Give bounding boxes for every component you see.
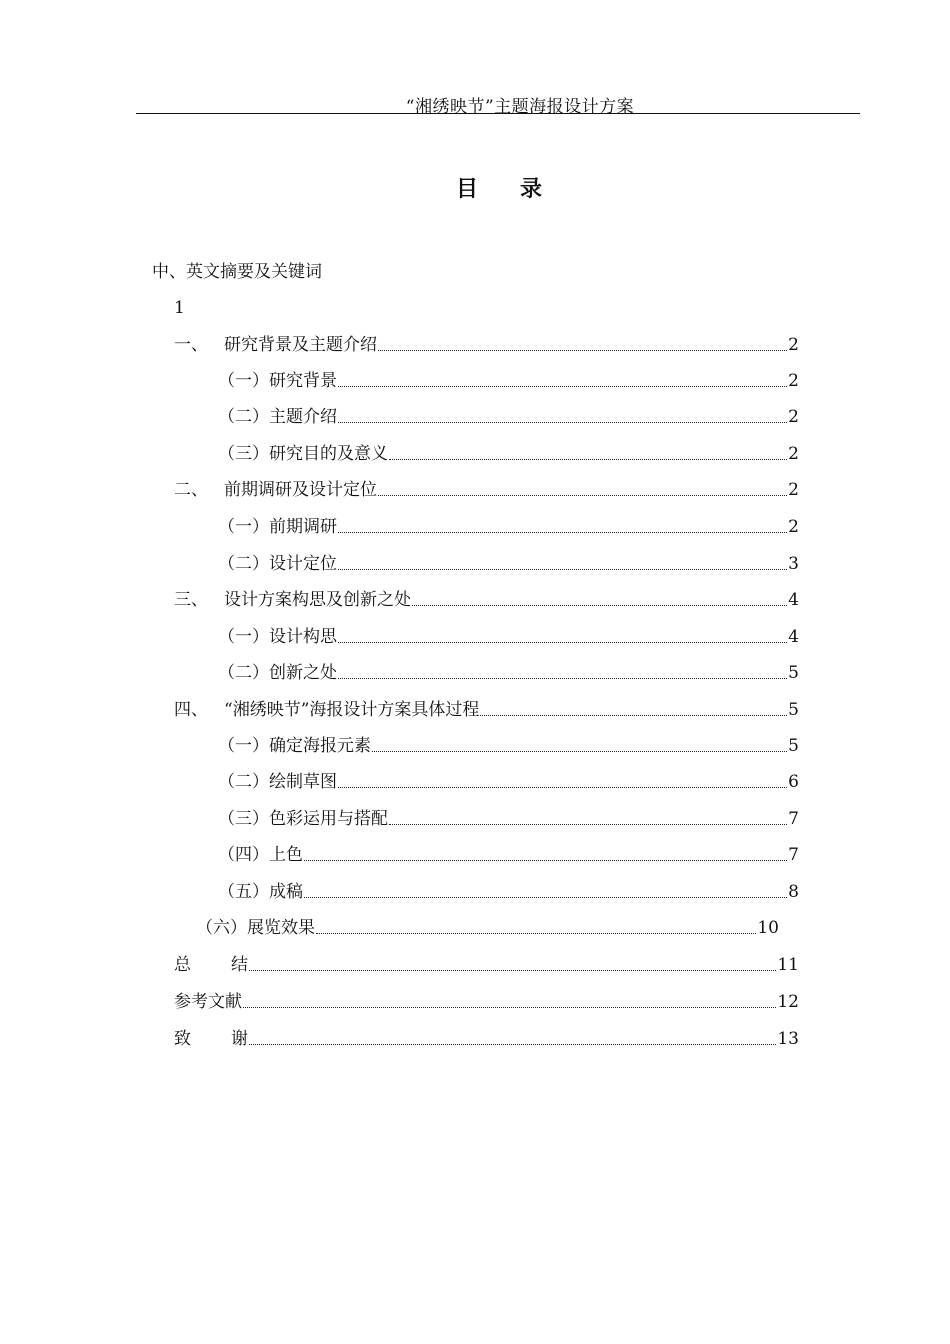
- toc-summary-char-1: 总: [174, 955, 191, 975]
- toc-page-number: 8: [788, 882, 799, 902]
- toc-page-number: 10: [757, 918, 779, 938]
- toc-entry-label: （三）色彩运用与搭配: [218, 809, 388, 829]
- toc-leader-dots: [372, 751, 787, 752]
- toc-summary-char-2: 结: [231, 955, 248, 975]
- toc-entry-section-1-3[interactable]: [218, 442, 799, 466]
- toc-page-number: 2: [788, 480, 799, 500]
- toc-entry-section-4-2[interactable]: [218, 770, 799, 794]
- toc-entry-label: 中、英文摘要及关键词: [152, 262, 322, 282]
- toc-chapter-number: 二、: [174, 480, 208, 500]
- toc-title-char-2: 录: [520, 176, 545, 202]
- toc-entry-label: （六）展览效果: [196, 918, 315, 938]
- toc-leader-dots: [338, 422, 787, 423]
- toc-leader-dots: [249, 970, 776, 971]
- toc-entry-label: 研究背景及主题介绍: [224, 335, 377, 355]
- toc-leader-dots: [338, 787, 787, 788]
- toc-entry-section-4-6[interactable]: [196, 916, 779, 940]
- running-header: “湘绣映节”主题海报设计方案: [405, 97, 635, 117]
- toc-title-char-1: 目: [455, 176, 480, 202]
- toc-page-number: 5: [788, 700, 799, 720]
- toc-entry-summary[interactable]: [174, 953, 799, 977]
- toc-leader-dots: [378, 495, 787, 496]
- toc-page-number: 6: [788, 772, 799, 792]
- toc-entry-section-1-1[interactable]: [218, 369, 799, 393]
- toc-entry-section-2-2[interactable]: [218, 552, 799, 576]
- toc-page-number: 4: [788, 627, 799, 647]
- toc-entry-section-1-2[interactable]: [218, 405, 799, 429]
- toc-entry-section-4-3[interactable]: [218, 807, 799, 831]
- toc-leader-dots: [338, 532, 787, 533]
- toc-page-number: 7: [788, 845, 799, 865]
- toc-entry-chapter-4[interactable]: [174, 698, 799, 722]
- toc-leader-dots: [389, 459, 787, 460]
- toc-leader-dots: [389, 824, 787, 825]
- toc-entry-section-4-4[interactable]: [218, 843, 799, 867]
- toc-entry-label: 前期调研及设计定位: [224, 480, 377, 500]
- toc-entry-chapter-1[interactable]: [174, 333, 799, 357]
- toc-entry-section-4-5[interactable]: [218, 880, 799, 904]
- toc-entry-label: （五）成稿: [218, 882, 303, 902]
- toc-page-number: 7: [788, 809, 799, 829]
- toc-entry-label: （一）研究背景: [218, 371, 337, 391]
- toc-leader-dots: [338, 678, 787, 679]
- toc-page-number: 5: [788, 663, 799, 683]
- toc-entry-abstract-page: [174, 296, 185, 320]
- header-rule: [136, 113, 860, 114]
- toc-page-number: 5: [788, 736, 799, 756]
- toc-entry-section-2-1[interactable]: [218, 515, 799, 539]
- toc-thanks-char-2: 谢: [231, 1029, 248, 1049]
- toc-chapter-number: 三、: [174, 590, 208, 610]
- toc-page-number: 2: [788, 407, 799, 427]
- toc-leader-dots: [249, 1044, 776, 1045]
- toc-entry-abstract[interactable]: [152, 260, 322, 284]
- toc-entry-label: （二）创新之处: [218, 663, 337, 683]
- toc-entry-thanks[interactable]: [174, 1027, 799, 1051]
- toc-page-number: 2: [788, 444, 799, 464]
- toc-leader-dots: [243, 1007, 776, 1008]
- toc-page-number: 2: [788, 335, 799, 355]
- toc-entry-label: （四）上色: [218, 845, 303, 865]
- toc-entry-section-4-1[interactable]: [218, 734, 799, 758]
- toc-page-number: 12: [777, 992, 799, 1012]
- toc-page-number: 2: [788, 371, 799, 391]
- toc-entry-label: （一）设计构思: [218, 627, 337, 647]
- toc-entry-section-3-2[interactable]: [218, 661, 799, 685]
- toc-page-number: 2: [788, 517, 799, 537]
- toc-entry-label: 参考文献: [174, 992, 242, 1012]
- toc-leader-dots: [304, 897, 787, 898]
- toc-entry-section-3-1[interactable]: [218, 625, 799, 649]
- toc-page-number: 1: [174, 298, 185, 318]
- toc-entry-label: （一）确定海报元素: [218, 736, 371, 756]
- toc-chapter-number: 一、: [174, 335, 208, 355]
- toc-entry-label: （二）设计定位: [218, 554, 337, 574]
- toc-leader-dots: [338, 642, 787, 643]
- toc-page-number: 4: [788, 590, 799, 610]
- toc-leader-dots: [316, 933, 756, 934]
- toc-entry-label: （三）研究目的及意义: [218, 444, 388, 464]
- toc-entry-label: （二）绘制草图: [218, 772, 337, 792]
- toc-leader-dots: [412, 605, 787, 606]
- toc-entry-label: （二）主题介绍: [218, 407, 337, 427]
- toc-leader-dots: [480, 715, 787, 716]
- toc-entry-label: [174, 953, 248, 977]
- toc-page-number: 11: [777, 955, 799, 975]
- toc-entry-chapter-3[interactable]: [174, 588, 799, 612]
- toc-entry-label: （一）前期调研: [218, 517, 337, 537]
- toc-leader-dots: [338, 386, 787, 387]
- toc-page-number: 13: [777, 1029, 799, 1049]
- toc-leader-dots: [338, 569, 787, 570]
- toc-leader-dots: [304, 860, 787, 861]
- toc-entry-label: 设计方案构思及创新之处: [224, 590, 411, 610]
- toc-thanks-char-1: 致: [174, 1029, 191, 1049]
- toc-chapter-number: 四、: [174, 700, 208, 720]
- toc-entry-references[interactable]: [174, 990, 799, 1014]
- toc-entry-label: “湘绣映节”海报设计方案具体过程: [224, 700, 480, 720]
- toc-leader-dots: [378, 350, 787, 351]
- toc-title: [0, 172, 950, 203]
- toc-page-number: 3: [788, 554, 799, 574]
- toc-entry-chapter-2[interactable]: [174, 478, 799, 502]
- toc-entry-label: [174, 1027, 248, 1051]
